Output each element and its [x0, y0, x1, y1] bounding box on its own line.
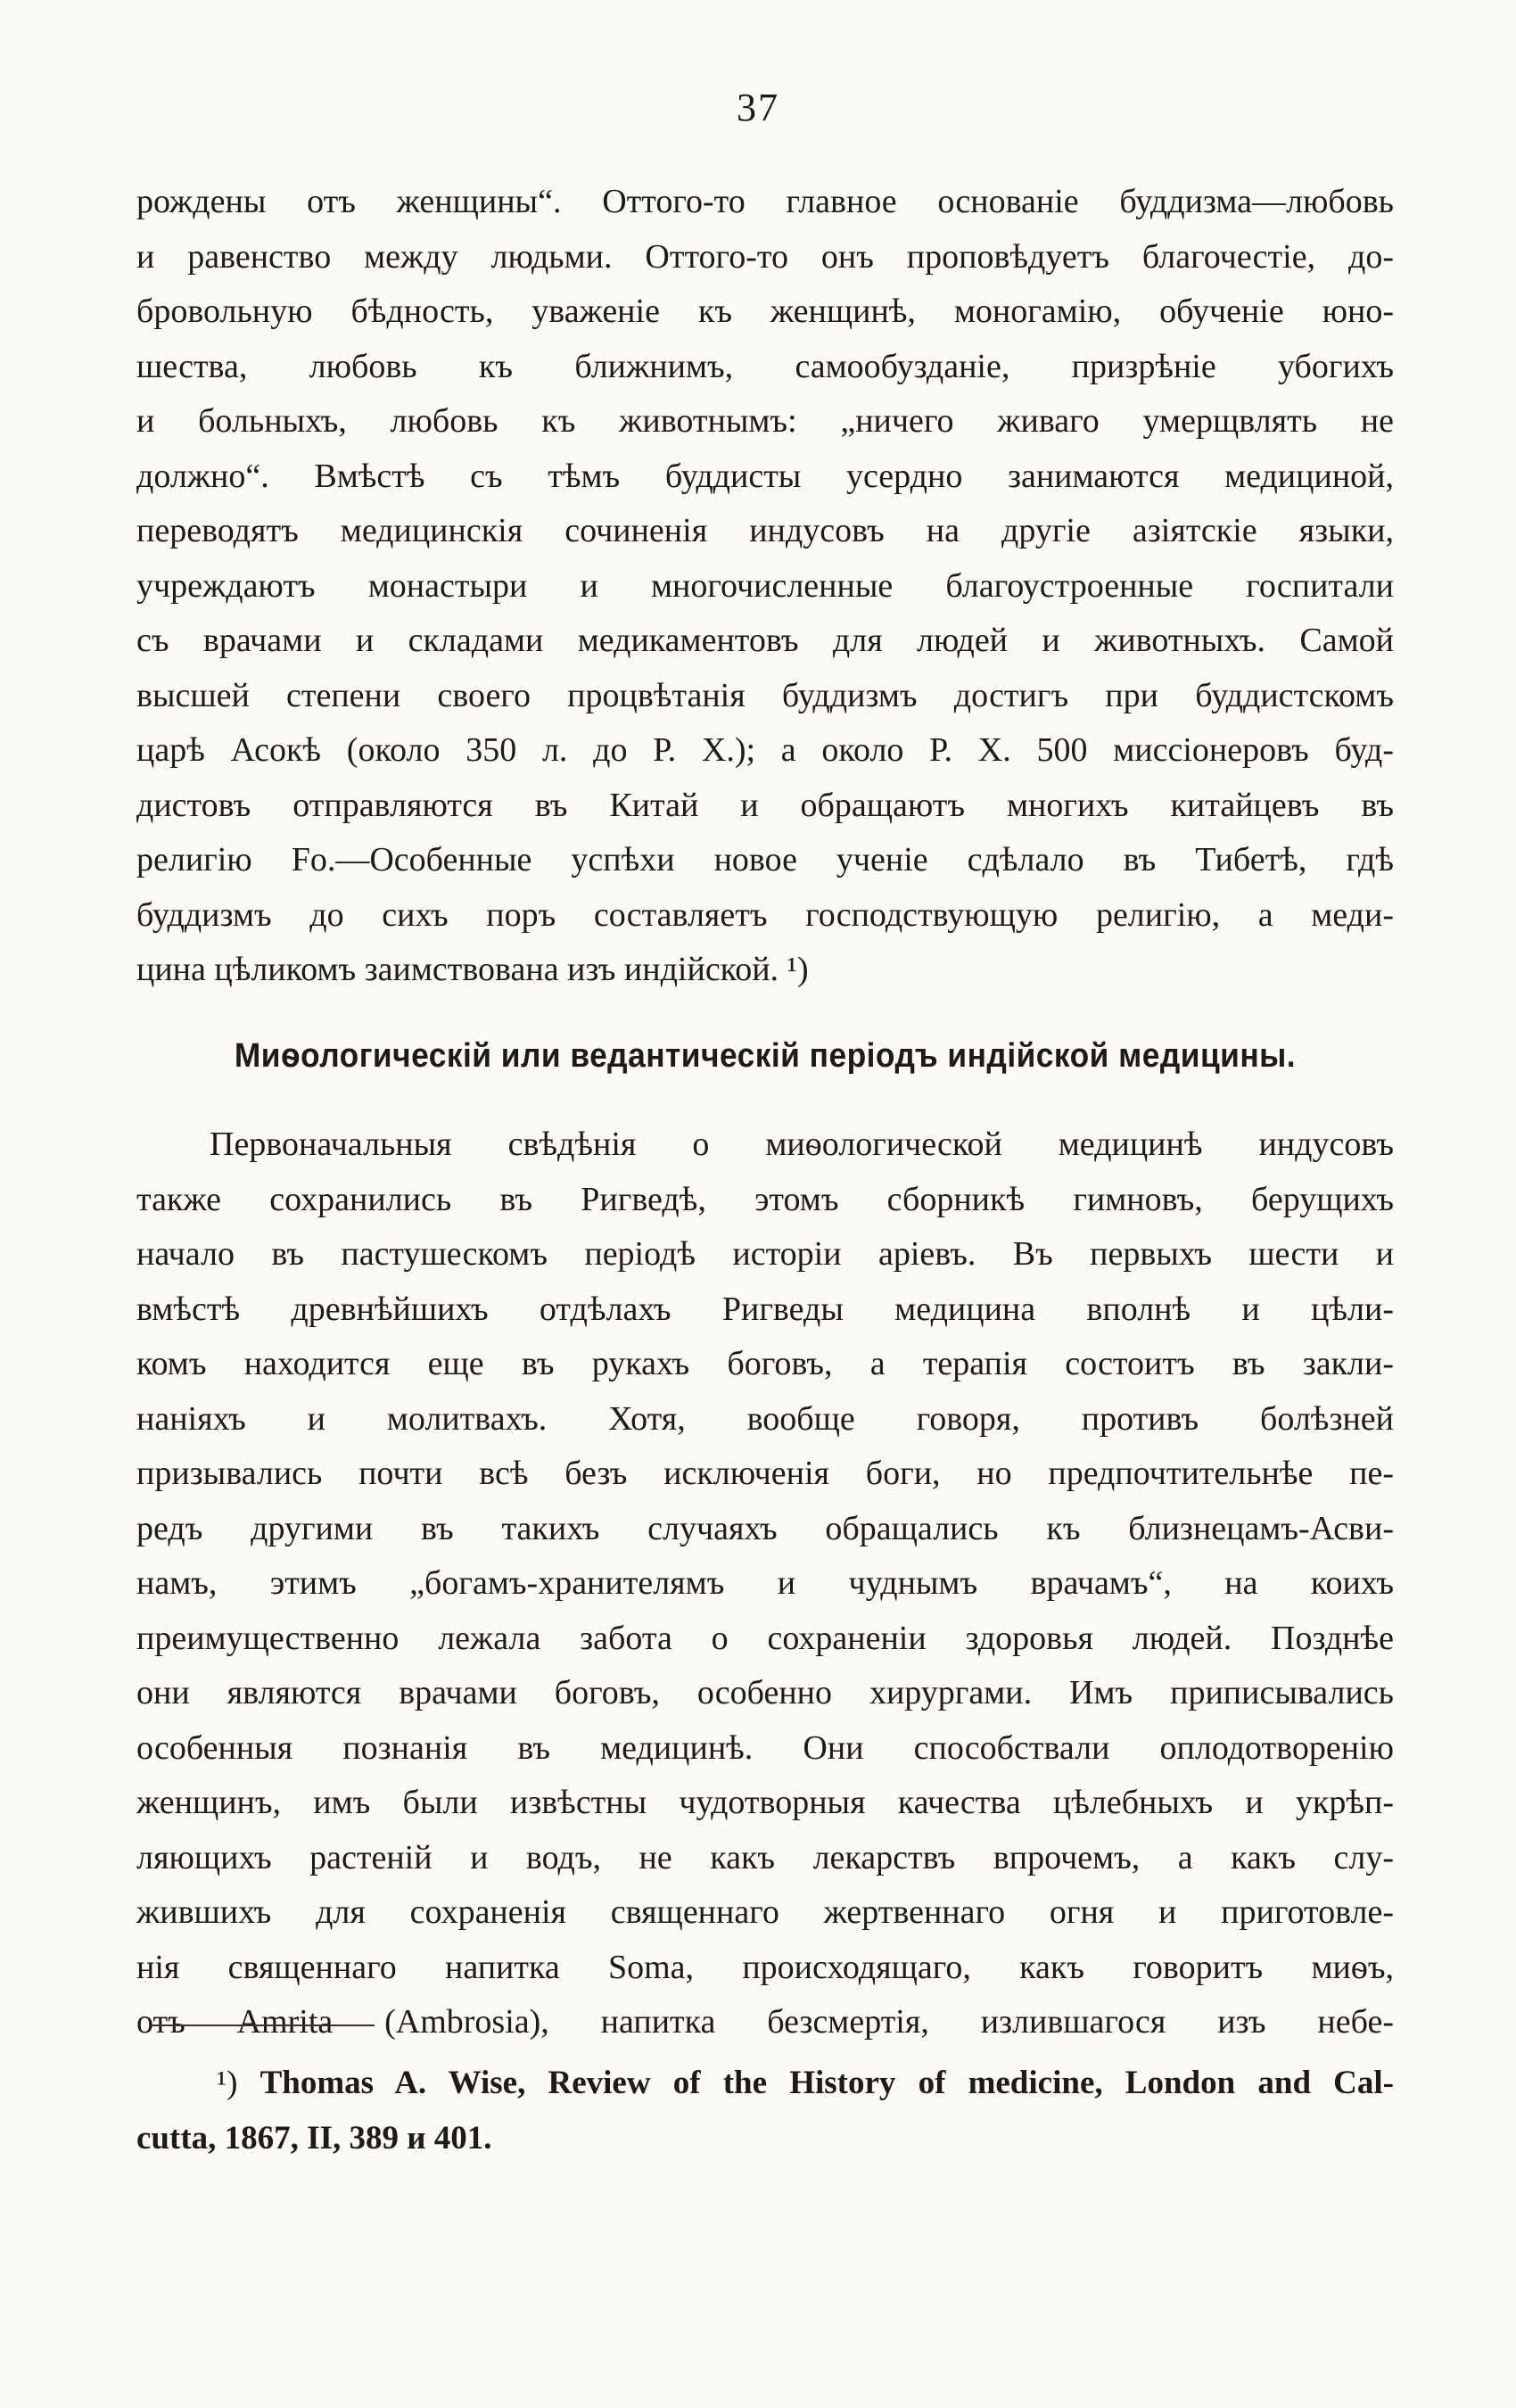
text-line: комъ находится еще въ рукахъ боговъ, а терапія состоитъ въ закли-: [136, 1345, 1394, 1382]
text-line: дистовъ отправляются въ Китай и обращаютъ многихъ китайцевъ въ: [136, 786, 1394, 824]
text-line: особенныя познанія въ медицинѣ. Они способствали оплодотворенію: [136, 1728, 1394, 1767]
text-line: вмѣстѣ древнѣйшихъ отдѣлахъ Ригведы медицина вполнѣ и цѣли-: [136, 1290, 1394, 1328]
text-line: рождены отъ женщины“. Оттого-то главное основаніе буддизма—любовь: [136, 183, 1394, 220]
text-line: бровольную бѣдность, уваженіе къ женщинѣ, моногамію, обученіе юно-: [136, 293, 1394, 330]
text-line: и равенство между людьми. Оттого-то онъ проповѣдуетъ благочестіе, до-: [136, 237, 1394, 276]
text-line: призывались почти всѣ безъ исключенія боги, но предпочтительнѣе пе-: [136, 1455, 1394, 1492]
text-line: женщинъ, имъ были извѣстны чудотворныя качества цѣлебныхъ и укрѣп-: [136, 1784, 1394, 1821]
text-line: и больныхъ, любовь къ животнымъ: „ничего живаго умерщвлять не: [136, 402, 1394, 440]
text-line: съ врачами и складами медикаментовъ для людей и животныхъ. Самой: [136, 622, 1394, 659]
paragraph-buddhism: [136, 175, 1394, 998]
text-line: редъ другими въ такихъ случаяхъ обращались къ близнецамъ-Асви-: [136, 1509, 1394, 1547]
footnote-line: cutta, 1867, II, 389 и 401.: [136, 2120, 492, 2156]
section-heading: Миѳологическій или ведантическій періодъ индійской медицины.: [234, 1037, 1297, 1075]
page-number: 37: [737, 86, 779, 129]
footnote-citation: Thomas A. Wise, Review of the History of medicine, London and Cal-: [260, 2065, 1394, 2101]
text-line: они являются врачами боговъ, особенно хирургами. Имъ приписывались: [136, 1674, 1394, 1711]
footnote: [136, 2056, 1394, 2166]
text-line: преимущественно лежала забота о сохраненіи здоровья людей. Позднѣе: [136, 1619, 1394, 1657]
text-line: должно“. Вмѣстѣ съ тѣмъ буддисты усердно занимаются медициной,: [136, 457, 1394, 495]
text-line: наніяхъ и молитвахъ. Хотя, вообще говоря, противъ болѣзней: [136, 1399, 1394, 1438]
text-line: ляющихъ растеній и водъ, не какъ лекарствъ впрочемъ, а какъ слу-: [136, 1838, 1394, 1876]
text-line: высшей степени своего процвѣтанія буддизмъ достигъ при буддистскомъ: [136, 676, 1394, 714]
text-line: Первоначальныя свѣдѣнія о миѳологической медицинѣ индусовъ: [210, 1126, 1394, 1163]
text-line: намъ, этимъ „богамъ-хранителямъ и чуднымъ врачамъ“, на коихъ: [136, 1564, 1394, 1602]
text-line: царѣ Асокѣ (около 350 л. до Р. Х.); а около Р. Х. 500 миссіонеровъ буд-: [136, 731, 1394, 769]
text-line: религію Fo.—Особенные успѣхи новое ученіе сдѣлало въ Тибетѣ, гдѣ: [136, 841, 1394, 878]
text-line: учреждаютъ монастыри и многочисленные благоустроенные госпитали: [136, 566, 1394, 605]
text-line: начало въ пастушескомъ періодѣ исторіи аріевъ. Въ первыхъ шести и: [136, 1235, 1394, 1273]
text-line: буддизмъ до сихъ поръ составляетъ господствующую религію, а меди-: [136, 895, 1394, 934]
text-line: также сохранились въ Ригведѣ, этомъ сборникѣ гимновъ, берущихъ: [136, 1180, 1394, 1218]
footnote-marker: ¹): [217, 2065, 238, 2101]
text-line: цина цѣликомъ заимствована изъ индійской. ¹): [136, 951, 809, 988]
footnote-line: [136, 2056, 1394, 2111]
footnote-divider: [152, 2025, 375, 2026]
paragraph-mythological-period: [136, 1117, 1394, 2050]
text-line: жившихъ для сохраненія священнаго жертвеннаго огня и приготовле-: [136, 1893, 1394, 1931]
text-line: переводятъ медицинскія сочиненія индусовъ на другіе азіятскіе языки,: [136, 512, 1394, 549]
text-line: нія священнаго напитка Soma, происходящаго, какъ говоритъ миѳъ,: [136, 1948, 1394, 1986]
text-line: шества, любовь къ ближнимъ, самообузданіе, призрѣніе убогихъ: [136, 347, 1394, 385]
text-line: отъ Amrita (Ambrosia), напитка безсмертія, излившагося изъ небе-: [136, 2003, 1394, 2041]
